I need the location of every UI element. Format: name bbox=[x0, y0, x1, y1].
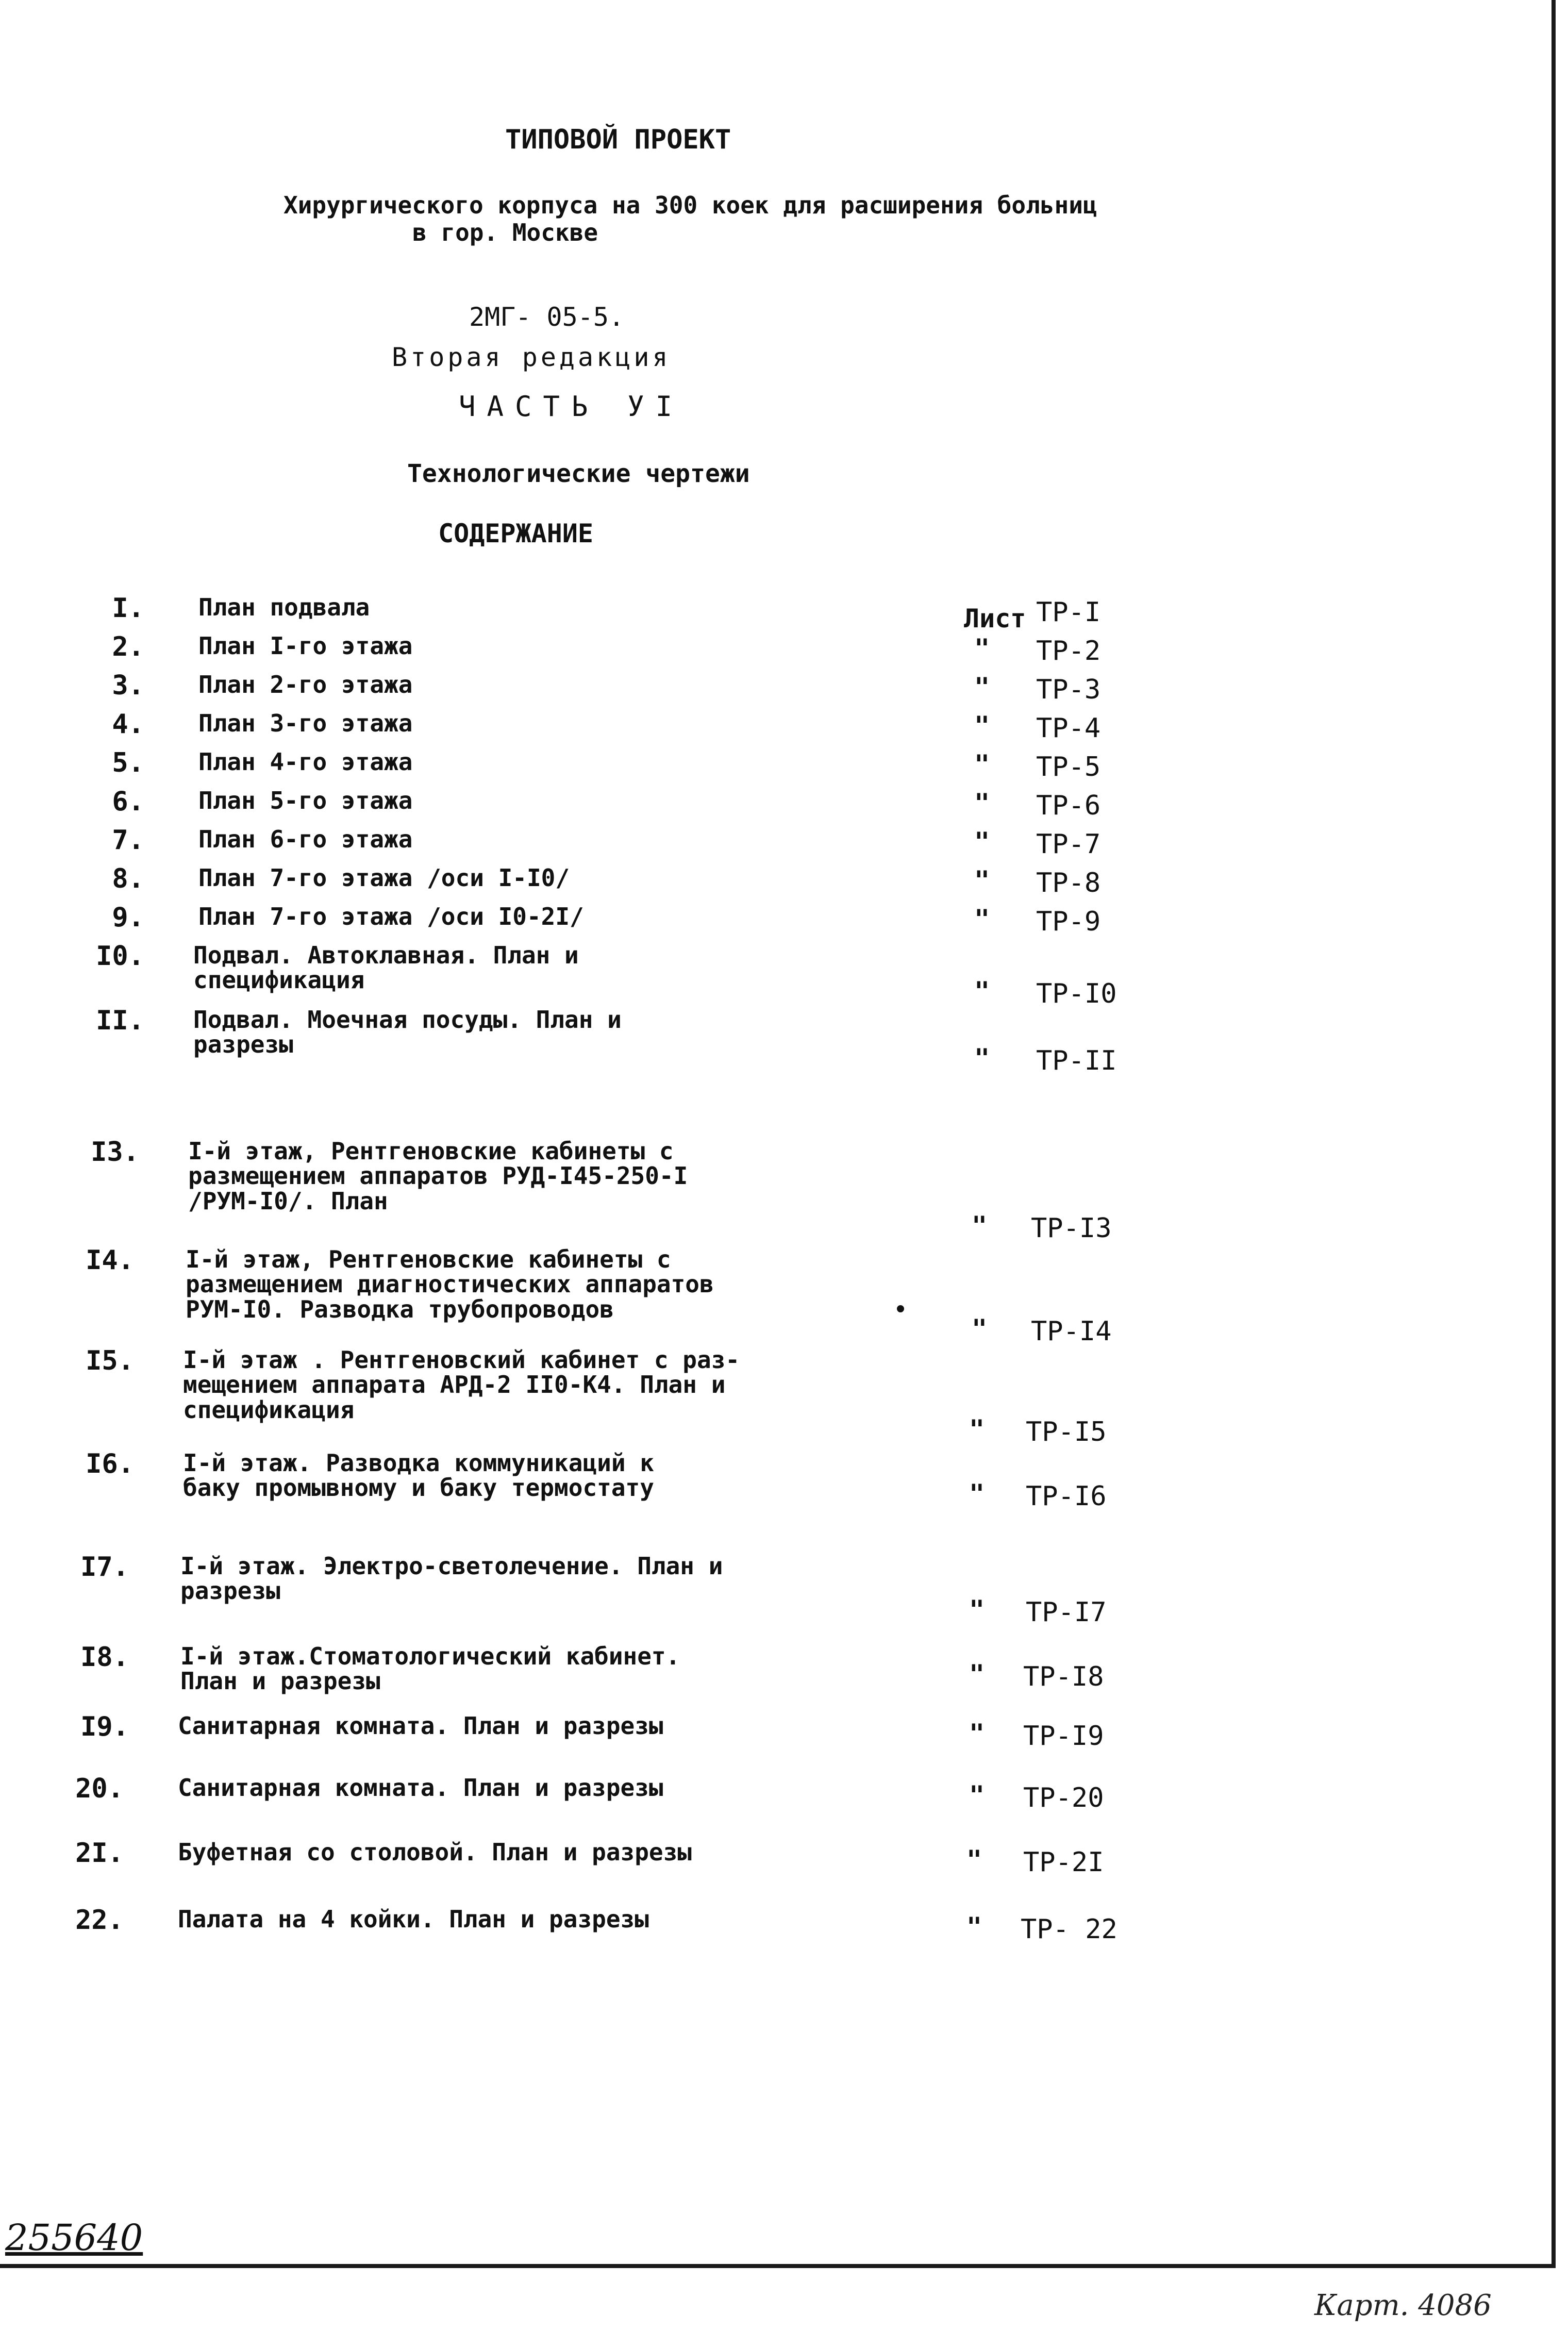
toc-item-sheet: ТР-I4 bbox=[1031, 1316, 1112, 1347]
toc-item-sheet: ТР-I bbox=[1036, 597, 1101, 628]
toc-item-title: План I-го этажа bbox=[198, 632, 413, 660]
toc-item-title: План 4-го этажа bbox=[198, 748, 413, 776]
toc-item-sheet: ТР-2 bbox=[1036, 636, 1101, 667]
toc-item-ditto-mark: " bbox=[969, 1719, 985, 1748]
toc-item-number: 8. bbox=[112, 863, 144, 894]
toc-item-number: 20. bbox=[75, 1773, 124, 1804]
toc-item-number: 5. bbox=[112, 747, 144, 778]
inventory-number: 255640 bbox=[5, 2217, 143, 2259]
toc-item-ditto-mark: " bbox=[974, 711, 990, 741]
project-code: 2МГ- 05-5. bbox=[469, 302, 625, 332]
toc-item-title: План подвала bbox=[198, 593, 370, 621]
edition-label: Вторая редакция bbox=[392, 342, 671, 372]
toc-item-sheet: ТР-4 bbox=[1036, 713, 1101, 744]
toc-item-sheet: ТР-6 bbox=[1036, 790, 1101, 821]
toc-item-number: 9. bbox=[112, 902, 144, 933]
toc-item-ditto-mark: " bbox=[974, 976, 990, 1006]
toc-item-sheet: ТР-I3 bbox=[1031, 1213, 1112, 1244]
toc-item-number: 22. bbox=[75, 1905, 124, 1936]
toc-item-title: Подвал. Автоклавная. План и спецификация bbox=[193, 941, 579, 994]
toc-item-title: План 2-го этажа bbox=[198, 671, 413, 698]
toc-item-number: I. bbox=[112, 593, 144, 624]
toc-item-number: I6. bbox=[86, 1448, 134, 1479]
toc-item-title: Буфетная со столовой. План и разрезы bbox=[178, 1838, 692, 1866]
toc-item-ditto-mark: " bbox=[974, 749, 990, 779]
toc-item-title: План 7-го этажа /оси I0-2I/ bbox=[198, 903, 584, 930]
toc-item-number: I4. bbox=[86, 1245, 134, 1276]
toc-item-ditto-mark: " bbox=[974, 865, 990, 895]
toc-item-ditto-mark: " bbox=[972, 1314, 988, 1344]
toc-item-title: Подвал. Моечная посуды. План и разрезы bbox=[193, 1006, 622, 1059]
toc-item-ditto-mark: " bbox=[966, 1845, 982, 1875]
toc-item-title: Санитарная комната. План и разрезы bbox=[178, 1774, 663, 1802]
toc-item-sheet: ТР-9 bbox=[1036, 906, 1101, 937]
toc-item-ditto-mark: " bbox=[969, 1414, 985, 1444]
document-title: ТИПОВОЙ ПРОЕКТ bbox=[505, 124, 731, 155]
toc-item-sheet: ТР-I8 bbox=[1023, 1661, 1104, 1692]
stray-ink-dot bbox=[897, 1305, 904, 1312]
toc-item-title: I-й этаж, Рентгеновские кабинеты с размещением диагностических аппаратов РУМ-I0. Разводка трубопроводов bbox=[186, 1245, 714, 1323]
toc-item-sheet: ТР- 22 bbox=[1021, 1914, 1117, 1945]
toc-item-number: 3. bbox=[112, 670, 144, 701]
toc-item-sheet: ТР-I5 bbox=[1026, 1417, 1107, 1447]
toc-item-sheet: ТР-I7 bbox=[1026, 1597, 1107, 1628]
toc-item-number: 6. bbox=[112, 786, 144, 817]
toc-item-title: План 6-го этажа bbox=[198, 825, 413, 853]
toc-item-title: План 5-го этажа bbox=[198, 787, 413, 814]
contents-heading: СОДЕРЖАНИЕ bbox=[438, 519, 594, 548]
toc-item-number: I8. bbox=[80, 1642, 129, 1673]
toc-item-ditto-mark: " bbox=[974, 672, 990, 702]
toc-item-title: Санитарная комната. План и разрезы bbox=[178, 1712, 663, 1740]
toc-item-ditto-mark: " bbox=[969, 1659, 985, 1689]
project-subtitle-line1: Хирургического корпуса на 300 коек для расширения больниц bbox=[283, 191, 1097, 219]
frame-border-bottom bbox=[0, 2264, 1556, 2268]
toc-item-number: 2I. bbox=[75, 1838, 124, 1869]
toc-item-sheet: ТР-I6 bbox=[1026, 1481, 1107, 1512]
toc-item-ditto-mark: " bbox=[974, 904, 990, 934]
toc-item-ditto-mark: " bbox=[969, 1780, 985, 1810]
toc-item-ditto-mark: " bbox=[974, 827, 990, 857]
toc-item-sheet: ТР-8 bbox=[1036, 868, 1101, 898]
toc-item-ditto-mark: " bbox=[972, 1211, 988, 1241]
toc-item-sheet: ТР-2I bbox=[1023, 1847, 1104, 1878]
toc-item-number: 2. bbox=[112, 631, 144, 662]
toc-item-number: 7. bbox=[112, 825, 144, 856]
toc-item-sheet: ТР-II bbox=[1036, 1045, 1117, 1076]
toc-item-title: I-й этаж . Рентгеновский кабинет с раз- мещением аппарата АРД-2 II0-К4. План и спецификация bbox=[183, 1346, 740, 1424]
project-subtitle-line2: в гор. Москве bbox=[412, 219, 598, 246]
toc-item-ditto-mark: " bbox=[974, 788, 990, 818]
toc-item-number: I0. bbox=[96, 941, 144, 972]
toc-item-number: II. bbox=[96, 1005, 144, 1036]
toc-item-ditto-mark: " bbox=[966, 1912, 982, 1942]
toc-item-ditto-mark: " bbox=[974, 634, 990, 663]
toc-item-number: I9. bbox=[80, 1711, 129, 1742]
toc-item-title: I-й этаж, Рентгеновские кабинеты с размещением аппаратов РУД-I45-250-I /РУМ-I0/. План bbox=[188, 1137, 688, 1215]
toc-item-title: I-й этаж. Электро-светолечение. План и разрезы bbox=[180, 1552, 723, 1605]
toc-item-ditto-mark: " bbox=[974, 1043, 990, 1073]
toc-item-number: I3. bbox=[91, 1137, 139, 1168]
toc-item-sheet: ТР-5 bbox=[1036, 752, 1101, 782]
toc-item-sheet: ТР-20 bbox=[1023, 1783, 1104, 1813]
toc-item-sheet: ТР-3 bbox=[1036, 674, 1101, 705]
frame-border-right bbox=[1552, 0, 1556, 2268]
toc-item-ditto-mark: " bbox=[969, 1595, 985, 1625]
sheet-column-label: Лист bbox=[964, 604, 1026, 634]
toc-item-ditto-mark: " bbox=[969, 1479, 985, 1509]
subject-label: Технологические чертежи bbox=[407, 459, 750, 488]
toc-item-sheet: ТР-I0 bbox=[1036, 978, 1117, 1009]
toc-item-sheet: ТР-7 bbox=[1036, 829, 1101, 860]
part-label: ЧАСТЬ УI bbox=[459, 390, 684, 423]
toc-item-title: План 7-го этажа /оси I-I0/ bbox=[198, 864, 570, 892]
toc-item-title: Палата на 4 койки. План и разрезы bbox=[178, 1905, 649, 1933]
toc-item-title: I-й этаж.Стоматологический кабинет. План и разрезы bbox=[180, 1642, 680, 1695]
toc-item-title: I-й этаж. Разводка коммуникаций к баку промывному и баку термостату bbox=[183, 1449, 654, 1502]
toc-item-number: 4. bbox=[112, 709, 144, 740]
toc-item-number: I5. bbox=[86, 1345, 134, 1376]
toc-item-title: План 3-го этажа bbox=[198, 709, 413, 737]
card-note: Карт. 4086 bbox=[1314, 2289, 1492, 2322]
toc-item-sheet: ТР-I9 bbox=[1023, 1721, 1104, 1752]
toc-item-number: I7. bbox=[80, 1552, 129, 1583]
